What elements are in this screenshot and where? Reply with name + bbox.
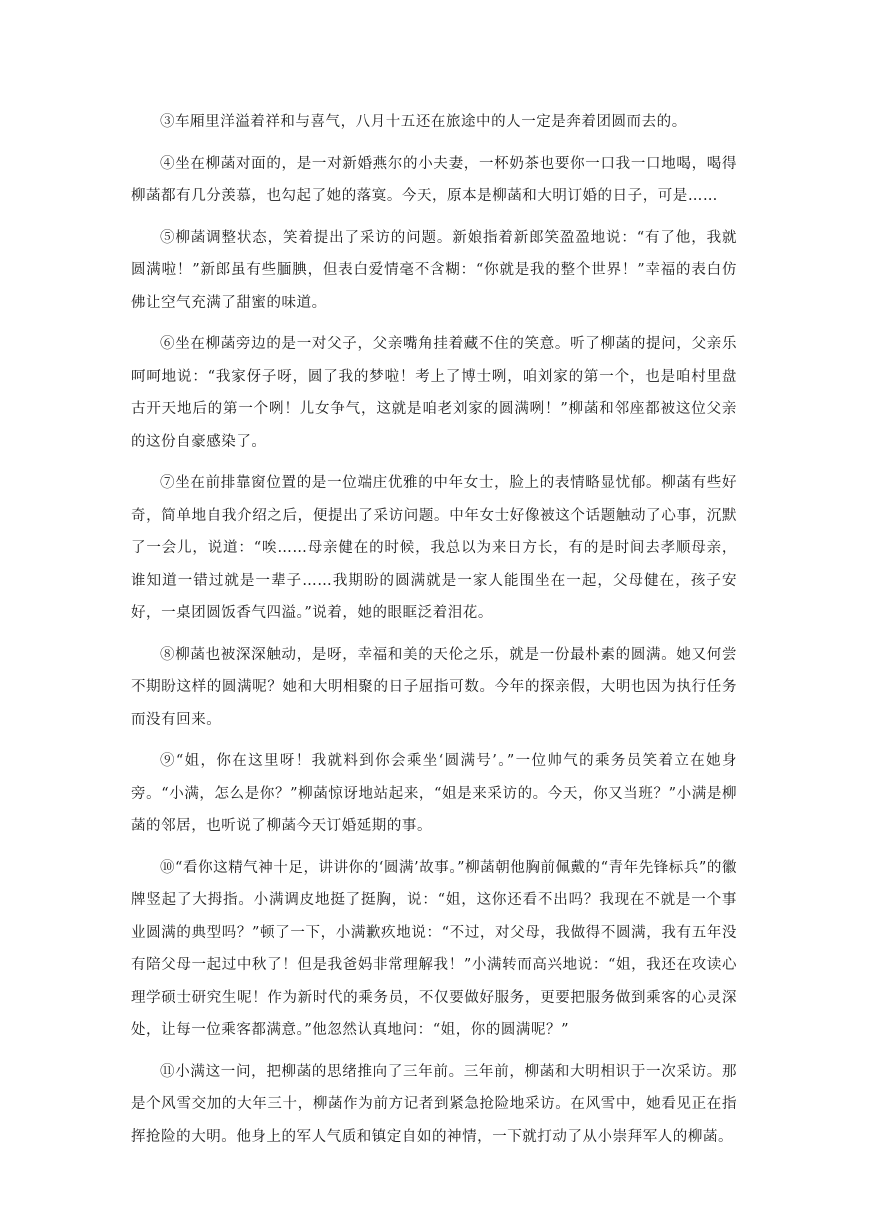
paragraph-10: ⑩“看你这精气神十足，讲讲你的‘圆满’故事。”柳菡朝他胸前佩戴的“青年先锋标兵”的徽牌竖起了大拇指。小满调皮地挺了挺胸，说：“姐，这你还看不出吗？我现在不就是一个事业圆满的典型吗？”顿了一下，小满歉疚地说：“不过，对父母，我做得不圆满，我有五年没有陪父母一起过中秋了！但是我爸妈非常理解我！”小满转而高兴地说：“姐，我还在攻读心理学硕士研究生呢！作为新时代的乘务员，不仅要做好服务，更要把服务做到乘客的心灵深处，让每一位乘客都满意。”他忽然认真地问：“姐，你的圆满呢？” — [131, 859, 737, 1038]
paragraph-7: ⑦坐在前排靠窗位置的是一位端庄优雅的中年女士，脸上的表情略显忧郁。柳菡有些好奇，简单地自我介绍之后，便提出了采访问题。中年女士好像被这个话题触动了心事，沉默了一会儿，说道：“唉……母亲健在的时候，我总以为来日方长，有的是时间去孝顺母亲，谁知道一错过就是一辈子……我期盼的圆满就是一家人能围坐在一起，父母健在，孩子安好，一桌团圆饭香气四溢。”说着，她的眼眶泛着泪花。 — [131, 475, 737, 621]
paragraph-3: ③车厢里洋溢着祥和与喜气，八月十五还在旅途中的人一定是奔着团圆而去的。 — [160, 114, 687, 130]
paragraph-11: ⑪小满这一问，把柳菡的思绪推向了三年前。三年前，柳菡和大明相识于一次采访。那是个风雪交加的大年三十，柳菡作为前方记者到紧急抢险地采访。在风雪中，她看见正在指挥抢险的大明。他身上的军人气质和镇定自如的神情，一下就打动了从小崇拜军人的柳菡。 — [131, 1063, 737, 1145]
paragraph-9: ⑨“姐，你在这里呀！我就料到你会乘坐‘圆满号’。”一位帅气的乘务员笑着立在她身旁。“小满，怎么是你？”柳菡惊讶地站起来，“姐是来采访的。今天，你又当班？”小满是柳菡的邻居，也听说了柳菡今天订婚延期的事。 — [131, 753, 737, 834]
paragraph-4: ④坐在柳菡对面的，是一对新婚燕尔的小夫妻，一杯奶茶也要你一口我一口地喝，喝得柳菡都有几分羡慕，也勾起了她的落寞。今天，原本是柳菡和大明订婚的日子，可是…… — [131, 155, 737, 204]
paragraph-6: ⑥坐在柳菡旁边的是一对父子，父亲嘴角挂着藏不住的笑意。听了柳菡的提问，父亲乐呵呵地说：“我家伢子呀，圆了我的梦啦！考上了博士咧，咱刘家的第一个，也是咱村里盘古开天地后的第一个咧！儿女争气，这就是咱老刘家的圆满咧！”柳菡和邻座都被这位父亲的这份自豪感染了。 — [131, 336, 737, 450]
paragraph-5: ⑤柳菡调整状态，笑着提出了采访的问题。新娘指着新郎笑盈盈地说：“有了他，我就圆满啦！”新郎虽有些腼腆，但表白爱情毫不含糊：“你就是我的整个世界！”幸福的表白仿佛让空气充满了甜蜜的味道。 — [131, 229, 737, 311]
paragraph-8: ⑧柳菡也被深深触动，是呀，幸福和美的天伦之乐，就是一份最朴素的圆满。她又何尝不期盼这样的圆满呢？她和大明相聚的日子屈指可数。今年的探亲假，大明也因为执行任务而没有回来。 — [131, 646, 737, 728]
article-body — [131, 106, 737, 1162]
